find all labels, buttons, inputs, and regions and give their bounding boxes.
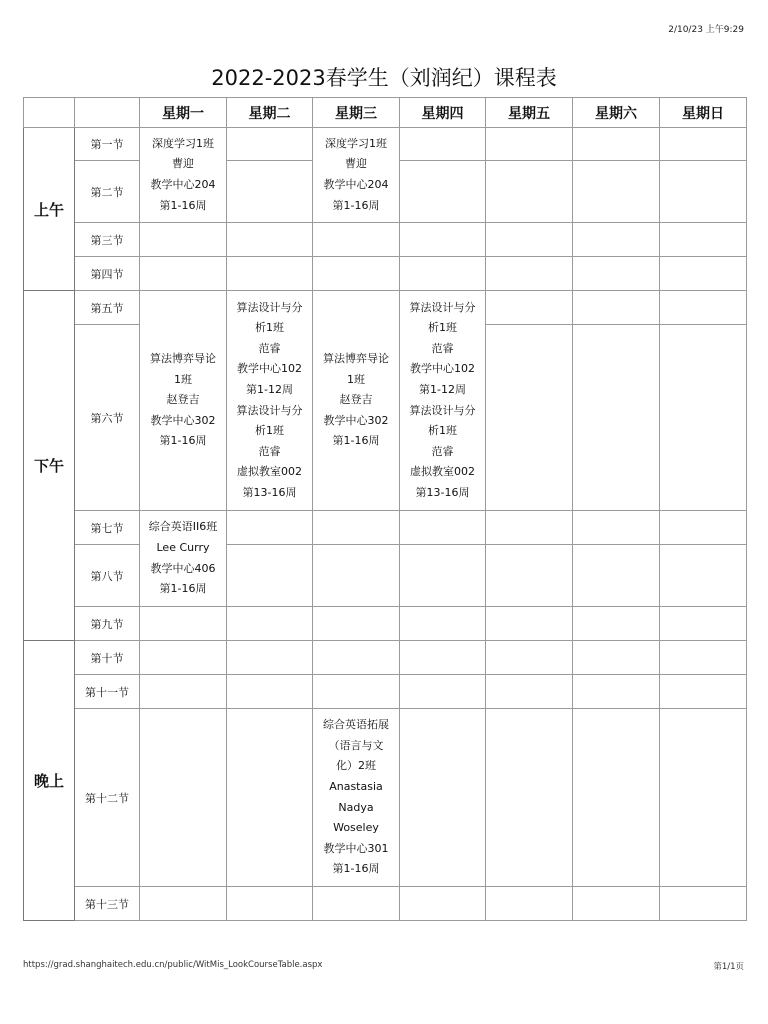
course-cell-wednesday-afternoon[interactable] — [313, 291, 400, 511]
course-weeks: 第1-12周 — [246, 382, 293, 396]
empty-cell — [400, 223, 486, 257]
empty-cell — [486, 545, 573, 607]
empty-cell — [140, 607, 227, 641]
empty-cell — [573, 161, 660, 223]
header-row — [24, 98, 747, 128]
empty-cell — [227, 545, 313, 607]
course-cell-tuesday-afternoon[interactable] — [227, 291, 313, 511]
course-weeks: 第1-16周 — [159, 434, 207, 448]
table-row — [24, 223, 747, 257]
empty-cell — [660, 641, 747, 675]
empty-cell — [227, 128, 313, 161]
course-weeks: 第13-16周 — [242, 485, 297, 499]
course-teacher: Anastasia — [329, 779, 383, 793]
empty-cell — [486, 641, 573, 675]
course-name-cont: 1班 — [174, 372, 192, 386]
course-name: 综合英语II6班 — [148, 520, 218, 534]
course-room: 教学中心302 — [323, 413, 389, 427]
empty-cell — [573, 291, 660, 325]
empty-cell — [227, 887, 313, 921]
empty-cell — [313, 607, 400, 641]
empty-cell — [573, 545, 660, 607]
course-name: 算法设计与分 — [236, 300, 303, 314]
period-label: 第八节 — [75, 545, 140, 607]
empty-cell — [573, 257, 660, 291]
empty-cell — [227, 257, 313, 291]
course-name: 算法设计与分 — [236, 403, 303, 417]
empty-cell — [486, 223, 573, 257]
course-teacher: 范睿 — [431, 444, 454, 458]
course-weeks: 第13-16周 — [415, 485, 470, 499]
course-teacher: 范睿 — [258, 341, 281, 355]
empty-cell — [486, 675, 573, 709]
empty-cell — [660, 291, 747, 325]
period-label: 第四节 — [75, 257, 140, 291]
course-room: 教学中心406 — [150, 561, 216, 575]
empty-cell — [486, 511, 573, 545]
print-timestamp: 2/10/23 上午9:29 — [668, 25, 744, 35]
empty-cell — [660, 607, 747, 641]
period-label: 第十二节 — [75, 709, 140, 887]
period-label: 第七节 — [75, 511, 140, 545]
empty-cell — [486, 291, 573, 325]
empty-cell — [400, 511, 486, 545]
period-label: 第十节 — [75, 641, 140, 675]
table-row — [24, 545, 747, 607]
empty-cell — [660, 257, 747, 291]
empty-cell — [400, 607, 486, 641]
empty-cell — [400, 641, 486, 675]
course-name: 深度学习1班 — [152, 136, 214, 150]
course-teacher: 曹迎 — [172, 157, 194, 171]
empty-cell — [140, 223, 227, 257]
empty-cell — [660, 675, 747, 709]
day-header-wednesday: 星期三 — [313, 98, 400, 128]
empty-cell — [227, 223, 313, 257]
empty-cell — [227, 607, 313, 641]
table-row — [24, 641, 747, 675]
table-row — [24, 607, 747, 641]
table-row — [24, 887, 747, 921]
day-header-sunday: 星期日 — [660, 98, 747, 128]
course-teacher: 赵登吉 — [166, 393, 200, 407]
empty-cell — [227, 709, 313, 887]
period-label: 第三节 — [75, 223, 140, 257]
empty-cell — [313, 511, 400, 545]
course-table — [23, 97, 747, 921]
period-label: 第二节 — [75, 161, 140, 223]
course-cell-wednesday-evening[interactable] — [313, 709, 400, 887]
course-name-cont: 析1班 — [255, 424, 284, 438]
empty-cell — [573, 607, 660, 641]
course-name-cont: 析1班 — [428, 424, 457, 438]
empty-cell — [140, 641, 227, 675]
empty-cell — [486, 887, 573, 921]
empty-cell — [573, 511, 660, 545]
empty-cell — [313, 223, 400, 257]
empty-cell — [573, 325, 660, 511]
empty-cell — [573, 675, 660, 709]
course-room: 教学中心301 — [323, 841, 389, 855]
course-room: 教学中心102 — [237, 362, 302, 376]
course-room: 教学中心204 — [323, 178, 389, 191]
empty-cell — [313, 641, 400, 675]
empty-cell — [313, 675, 400, 709]
empty-cell — [660, 128, 747, 161]
day-header-tuesday: 星期二 — [227, 98, 313, 128]
corner-cell — [24, 98, 75, 128]
day-header-friday: 星期五 — [486, 98, 573, 128]
day-header-monday: 星期一 — [140, 98, 227, 128]
course-name: 综合英语拓展 — [323, 718, 389, 732]
empty-cell — [400, 257, 486, 291]
course-cell-wednesday-morning[interactable] — [313, 128, 400, 223]
empty-cell — [486, 607, 573, 641]
section-evening: 晚上 — [24, 641, 75, 921]
empty-cell — [400, 128, 486, 161]
course-name: 算法设计与分 — [409, 300, 476, 314]
course-teacher-cont: Nadya — [338, 800, 374, 814]
empty-cell — [660, 325, 747, 511]
section-afternoon: 下午 — [24, 291, 75, 641]
empty-cell — [486, 325, 573, 511]
course-weeks: 第1-16周 — [159, 198, 207, 212]
course-cell-monday-english[interactable] — [140, 511, 227, 607]
course-room: 教学中心102 — [410, 362, 475, 376]
course-teacher-cont: Woseley — [333, 821, 379, 835]
empty-cell — [313, 257, 400, 291]
empty-cell — [486, 161, 573, 223]
day-header-saturday: 星期六 — [573, 98, 660, 128]
empty-cell — [660, 545, 747, 607]
period-label: 第十一节 — [75, 675, 140, 709]
page-title: 2022-2023春学生（刘润纪）课程表 — [211, 66, 557, 90]
table-row — [24, 511, 747, 545]
course-weeks: 第1-16周 — [332, 434, 380, 448]
period-label: 第一节 — [75, 128, 140, 161]
empty-cell — [486, 257, 573, 291]
course-teacher: 赵登吉 — [339, 393, 373, 407]
course-name-cont: （语言与文 — [328, 738, 384, 752]
empty-cell — [573, 128, 660, 161]
empty-cell — [573, 709, 660, 887]
empty-cell — [486, 709, 573, 887]
course-room: 虚拟教室002 — [410, 465, 475, 479]
course-name-cont: 1班 — [347, 372, 365, 386]
empty-cell — [573, 887, 660, 921]
table-row — [24, 291, 747, 325]
empty-cell — [313, 545, 400, 607]
empty-cell — [313, 887, 400, 921]
empty-cell — [660, 223, 747, 257]
course-cell-monday-morning[interactable] — [140, 128, 227, 223]
empty-cell — [227, 675, 313, 709]
course-weeks: 第1-12周 — [419, 382, 466, 396]
course-name: 算法博弈导论 — [323, 352, 389, 366]
period-label: 第五节 — [75, 291, 140, 325]
empty-cell — [140, 887, 227, 921]
course-name: 算法设计与分 — [409, 403, 476, 417]
course-cell-thursday-afternoon[interactable] — [400, 291, 486, 511]
course-name-cont: 化）2班 — [336, 759, 376, 773]
course-name-cont: 析1班 — [255, 321, 284, 335]
empty-cell — [227, 161, 313, 223]
empty-cell — [573, 641, 660, 675]
period-label: 第六节 — [75, 325, 140, 511]
course-weeks: 第1-16周 — [332, 862, 380, 876]
course-teacher: 范睿 — [258, 444, 281, 458]
period-label: 第九节 — [75, 607, 140, 641]
footer-page-number: 第1/1页 — [713, 962, 744, 972]
course-weeks: 第1-16周 — [159, 582, 207, 596]
course-cell-monday-afternoon[interactable] — [140, 291, 227, 511]
empty-cell — [400, 709, 486, 887]
table-row — [24, 709, 747, 887]
course-teacher: Lee Curry — [156, 540, 210, 554]
empty-cell — [140, 257, 227, 291]
empty-cell — [400, 887, 486, 921]
empty-cell — [400, 161, 486, 223]
empty-cell — [400, 545, 486, 607]
day-header-thursday: 星期四 — [400, 98, 486, 128]
empty-cell — [140, 675, 227, 709]
course-weeks: 第1-16周 — [332, 198, 380, 212]
course-room: 教学中心204 — [150, 178, 216, 191]
empty-cell — [660, 161, 747, 223]
empty-cell — [573, 223, 660, 257]
period-header-cell — [75, 98, 140, 128]
empty-cell — [227, 641, 313, 675]
empty-cell — [227, 511, 313, 545]
table-row — [24, 675, 747, 709]
period-label: 第十三节 — [75, 887, 140, 921]
course-name-cont: 析1班 — [428, 321, 457, 335]
empty-cell — [660, 709, 747, 887]
empty-cell — [400, 675, 486, 709]
course-teacher: 曹迎 — [345, 157, 367, 171]
course-room: 虚拟教室002 — [237, 465, 302, 479]
footer-url: https://grad.shanghaitech.edu.cn/public/WitMis_LookCourseTable.aspx — [23, 960, 323, 970]
empty-cell — [486, 128, 573, 161]
course-room: 教学中心302 — [150, 413, 216, 427]
course-name: 算法博弈导论 — [150, 352, 216, 366]
course-teacher: 范睿 — [431, 341, 454, 355]
empty-cell — [140, 709, 227, 887]
empty-cell — [660, 511, 747, 545]
table-row — [24, 128, 747, 161]
empty-cell — [660, 887, 747, 921]
table-row — [24, 257, 747, 291]
course-name: 深度学习1班 — [325, 136, 387, 150]
section-morning: 上午 — [24, 128, 75, 291]
